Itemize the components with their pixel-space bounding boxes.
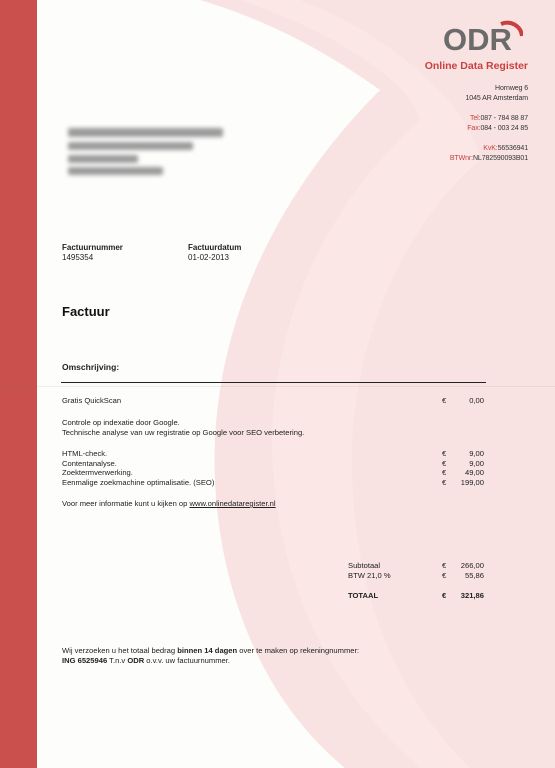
company-address — [450, 84, 528, 164]
currency-quickscan: € — [442, 396, 447, 405]
brand-name: Online Data Register — [424, 60, 528, 72]
header-rule — [61, 382, 486, 383]
total-amount: 321,86 — [460, 591, 484, 600]
item-label: HTML-check. — [62, 449, 108, 458]
total-label: TOTAAL — [348, 591, 379, 600]
item-label: Eenmalige zoekmachine optimalisatie. (SEO) — [62, 477, 215, 487]
item-amount: 199,00 — [460, 477, 484, 487]
invoice-title: Factuur — [62, 304, 110, 319]
invoice-date-label: Factuurdatum — [188, 243, 242, 252]
item-currency: € — [442, 468, 447, 477]
item-amount: 9,00 — [469, 449, 484, 458]
more-info-text: Voor meer informatie kunt u kijken op — [62, 499, 190, 508]
vat-currency: € — [442, 571, 447, 580]
bank-account: ING 6525946 — [62, 656, 108, 665]
website-link[interactable]: www.onlinedataregister.nl — [189, 499, 276, 508]
invoice-number: 1495354 — [62, 253, 94, 262]
subtotal-currency: € — [442, 561, 447, 570]
logo-text: ODR — [443, 22, 512, 56]
note-line-1: Controle op indexatie door Google. — [62, 418, 180, 427]
invoice-date-block — [188, 243, 241, 263]
item-label: Contentanalyse. — [62, 458, 117, 468]
invoice-date: 01-02-2013 — [188, 253, 229, 262]
item-amount: 49,00 — [464, 468, 484, 477]
total-currency: € — [442, 591, 447, 600]
amount-quickscan: 0,00 — [469, 396, 484, 405]
address-kvk: KvK:56536941 — [483, 145, 528, 152]
payment-instruction-line-1: Wij verzoeken u het totaal bedrag binnen 14 dagen over te maken op rekeningnummer: — [62, 646, 360, 655]
subtotal-amount: 266,00 — [460, 561, 484, 570]
subtotal-label: Subtotaal — [348, 561, 381, 570]
vat-label: BTW 21,0 % — [348, 571, 391, 580]
item-label: Zoektermverwerking. — [62, 468, 133, 477]
item-currency: € — [442, 449, 447, 458]
address-btw: BTWnr:NL782590093B01 — [449, 155, 528, 162]
vat-amount: 55,86 — [464, 571, 484, 580]
paper-fold — [0, 386, 555, 387]
item-currency: € — [442, 458, 447, 468]
line-quickscan: Gratis QuickScan — [62, 396, 122, 405]
item-amount: 9,00 — [469, 458, 484, 468]
address-city: 1045 AR Amsterdam — [465, 95, 528, 102]
invoice-number-block — [62, 243, 123, 263]
more-info — [62, 499, 276, 509]
address-tel: Tel:087 - 784 88 87 — [469, 115, 528, 122]
payment-instruction-line-2: ING 6525946 T.n.v ODR o.v.v. uw factuurnummer. — [62, 656, 230, 665]
invoice-number-label: Factuurnummer — [62, 243, 123, 252]
note-line-2: Technische analyse van uw registratie op Google voor SEO verbetering. — [62, 427, 305, 437]
item-currency: € — [442, 477, 447, 487]
description-heading: Omschrijving: — [62, 362, 120, 372]
address-street: Hornweg 6 — [495, 85, 528, 92]
odr-logo — [443, 20, 523, 56]
left-stripe — [0, 0, 37, 768]
address-fax: Fax:084 - 003 24 85 — [467, 125, 528, 132]
